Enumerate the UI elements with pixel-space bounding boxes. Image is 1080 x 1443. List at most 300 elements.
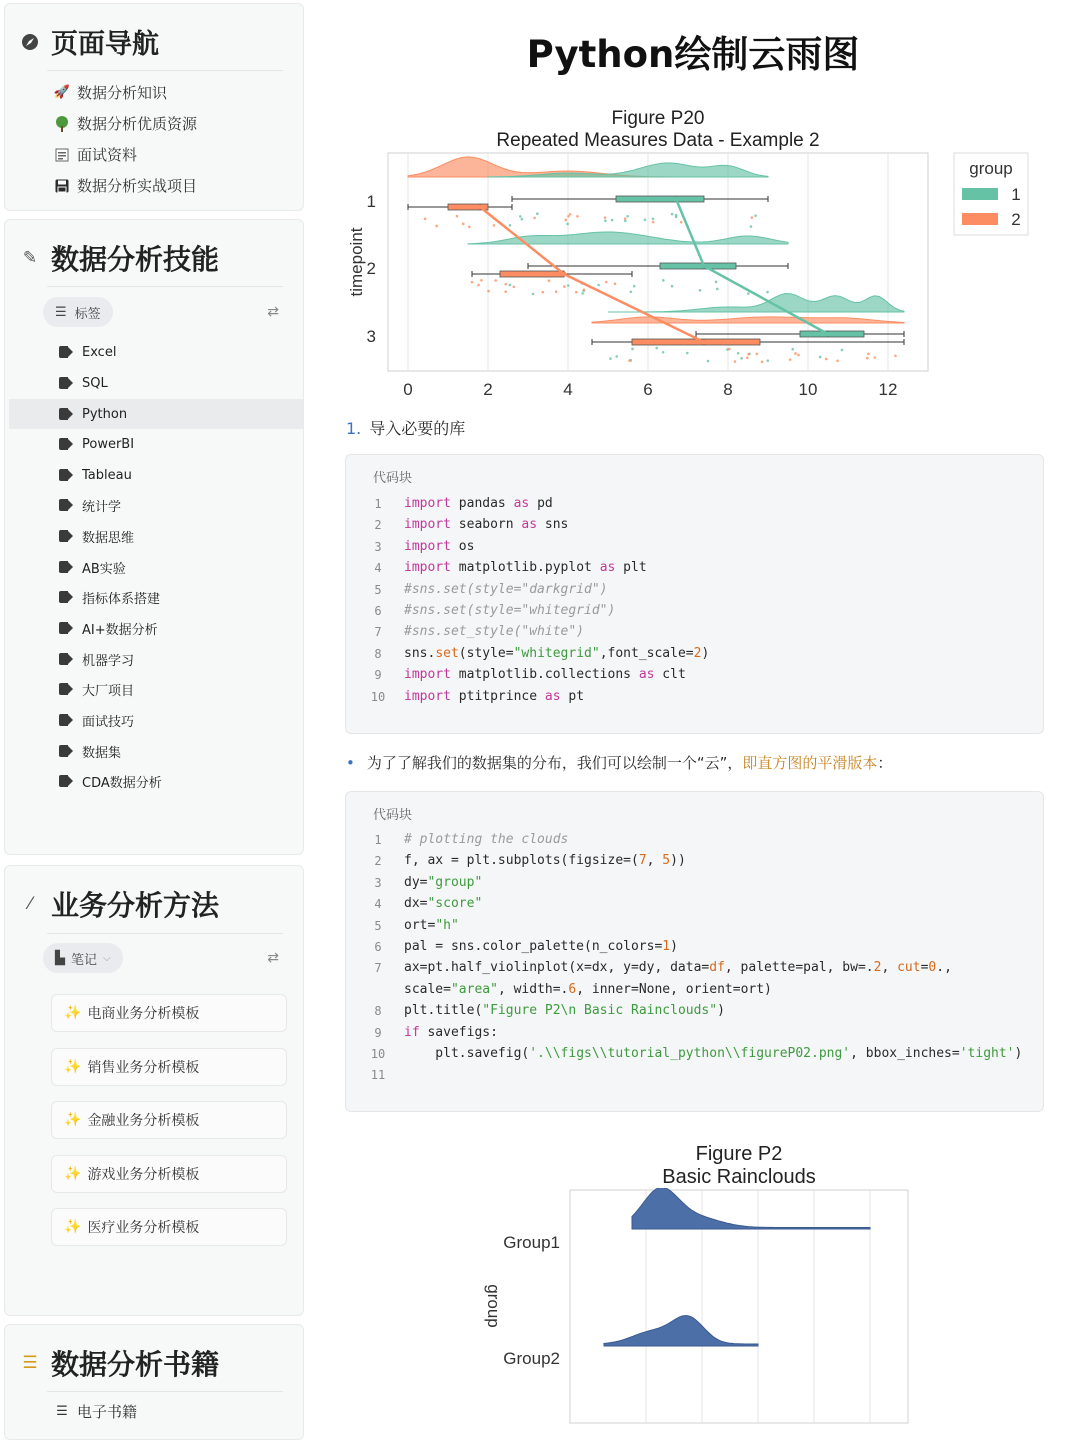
chart1-rain-point: [468, 225, 471, 228]
chart1-rain-point: [424, 217, 427, 220]
chart1-rain-point: [509, 224, 512, 227]
nav-item-label: 数据分析优质资源: [77, 115, 198, 133]
chart1-rain-point: [597, 284, 600, 287]
chart1-ytick-label: 3: [366, 327, 376, 346]
code-text: sns.set(style="whitegrid",font_scale=2): [404, 645, 710, 661]
tag-icon: [59, 745, 73, 757]
nav-card-title: 页面导航: [51, 29, 159, 60]
chart1-rain-point: [747, 353, 750, 356]
magic-wand-icon: ✨: [64, 1219, 82, 1235]
chart1-rain-point: [797, 354, 800, 357]
chart1-rain-point: [605, 281, 608, 284]
chart1-rain-point: [477, 284, 480, 287]
tag-item-excel[interactable]: [9, 337, 303, 367]
code-block-label: 代码块: [373, 471, 413, 486]
line-number: 11: [370, 1068, 386, 1083]
chart1-rain-point: [841, 349, 844, 352]
code-text: pal = sns.color_palette(n_colors=1): [404, 939, 678, 954]
code-line: [346, 831, 1043, 852]
chart1-ytick-label: 2: [366, 259, 376, 278]
chart1-rain-point: [675, 216, 678, 219]
code-line: [346, 874, 1043, 895]
template-label: 电商业务分析模板: [87, 1006, 200, 1022]
code-text: import matplotlib.collections as clt: [404, 667, 686, 683]
code-line: [346, 1002, 1043, 1023]
tag-icon: [59, 775, 73, 787]
code-text: import os: [404, 538, 475, 554]
tag-label: AI+数据分析: [82, 622, 158, 638]
chart1-median-point: [702, 340, 707, 345]
chart1-rain-point: [819, 356, 822, 359]
chart1-rain-point: [671, 285, 674, 288]
chart1-median-point: [562, 272, 567, 277]
template-ecommerce[interactable]: [51, 994, 287, 1032]
code-line: [346, 1066, 1043, 1087]
chart1-rain-point: [761, 361, 764, 364]
chart1-rain-point: [533, 217, 536, 220]
chart1-rain-point: [504, 283, 507, 286]
code-line: [346, 688, 1043, 709]
chart1-rain-point: [509, 284, 512, 287]
tag-label: 大厂项目: [82, 683, 135, 699]
tag-icon: [59, 561, 73, 573]
code-text: f, ax = plt.subplots(figsize=(7, 5)): [404, 853, 686, 869]
code-text: #sns.set_style("white"): [404, 624, 585, 640]
code-line: [346, 581, 1043, 602]
methods-card-title: 业务分析方法: [51, 889, 220, 922]
chart1-rain-point: [866, 357, 869, 360]
tag-item-interview-tips[interactable]: [9, 705, 303, 735]
tag-item-data-thinking[interactable]: [9, 521, 303, 551]
chart1-rain-point: [734, 360, 737, 363]
filter-settings-icon[interactable]: ⇄: [267, 950, 279, 966]
tag-item-bigtech[interactable]: [9, 674, 303, 704]
magic-wand-icon: ✨: [64, 1005, 82, 1021]
chart1-rain-point: [563, 285, 566, 288]
divider: [47, 1391, 283, 1392]
chart1-rain-point: [456, 215, 459, 218]
chart1-rain-point: [789, 358, 792, 361]
tag-label: Tableau: [82, 467, 132, 483]
tag-label: 统计学: [82, 499, 122, 515]
tag-label: CDA数据分析: [82, 775, 162, 791]
chart1-median-point: [826, 332, 831, 337]
tag-icon: [59, 377, 73, 389]
chart1-rain-point: [583, 288, 586, 291]
chart1-box: [800, 331, 864, 337]
line-number: 10: [370, 689, 386, 704]
chart1-rain-point: [614, 282, 617, 285]
chart1-rain-point: [609, 357, 612, 360]
code-line: [346, 623, 1043, 644]
magic-wand-icon: ✨: [64, 1059, 82, 1075]
chart1-rain-point: [751, 216, 754, 219]
tree-icon: [53, 115, 71, 133]
bullet-dot: •: [346, 754, 355, 772]
tag-item-datasets[interactable]: [9, 736, 303, 766]
chart1-rain-point: [576, 215, 579, 218]
chart1-legend-swatch-2: [962, 213, 998, 225]
tag-item-ai[interactable]: [9, 613, 303, 643]
methods-card-header: [5, 884, 219, 924]
chart1-rain-point: [494, 279, 497, 282]
chart1-rain-point: [569, 213, 572, 216]
chart1-rain-point: [628, 359, 631, 362]
chart1-rain-point: [750, 225, 753, 228]
chart1-xtick-label: 10: [798, 380, 818, 399]
line-number: 4: [374, 897, 382, 912]
code-line: [346, 938, 1043, 959]
template-label: 金融业务分析模板: [87, 1113, 200, 1129]
chart1-rain-point: [873, 356, 876, 359]
bullet-text: 为了了解我们的数据集的分布，我们可以绘制一个“云”，: [366, 754, 743, 772]
bullet-highlight: 即直方图的平滑版本: [742, 754, 878, 772]
template-finance[interactable]: [51, 1101, 287, 1139]
tag-icon: [59, 653, 73, 665]
chart1-ytick-label: 1: [366, 192, 376, 211]
tag-icon: [59, 683, 73, 695]
tag-item-powerbi[interactable]: [9, 429, 303, 459]
chart1-rain-point: [766, 291, 769, 294]
chart1-rain-point: [604, 219, 607, 222]
books-card: [4, 1324, 304, 1440]
code-line: [346, 645, 1043, 666]
chart1-rain-point: [555, 290, 558, 293]
books-card-title: 数据分析书籍: [51, 1348, 220, 1381]
chart1-rain-point: [707, 360, 710, 363]
code-line: [346, 538, 1043, 559]
divider: [47, 286, 283, 287]
tag-label: Excel: [82, 344, 117, 360]
chart2-ytick-label: Group2: [503, 1349, 560, 1368]
chart1-rain-point: [715, 281, 718, 284]
chart1-title: Figure P20 Repeated Measures Data - Example 2: [496, 108, 820, 151]
chart2-ylabel: group: [484, 1284, 503, 1328]
tag-label: Python: [82, 406, 128, 422]
template-label: 医疗业务分析模板: [87, 1220, 200, 1236]
code-text: if savefigs:: [404, 1024, 498, 1040]
chart1-legend-label-1: 1: [1011, 185, 1021, 204]
code-text: plt.savefig('.\\figs\\tutorial_python\\figureP02.png', bbox_inches='tight'): [404, 1046, 1023, 1061]
chart2-title: Figure P2 Basic Rainclouds: [662, 1143, 816, 1188]
chart1-rain-point: [471, 281, 474, 284]
chart1-rain-point: [581, 292, 584, 295]
tag-item-statistics[interactable]: [9, 490, 303, 520]
document-icon: [53, 146, 71, 164]
chart1-legend-label-2: 2: [1011, 210, 1021, 229]
chart1-rain-point: [662, 279, 665, 282]
chart1-rain-point: [548, 279, 551, 282]
code-block-1[interactable]: [345, 454, 1044, 734]
tag-icon: [59, 499, 73, 511]
chart1-rain-point: [740, 357, 743, 360]
chart1-rain-point: [644, 219, 647, 222]
code-text: ort="h": [404, 917, 459, 933]
magic-wand-icon: ✨: [64, 1112, 82, 1128]
chart1-box: [660, 263, 736, 269]
section-text: 导入必要的库: [369, 419, 466, 438]
tag-icon: [59, 591, 73, 603]
chart1-box: [500, 271, 564, 277]
code-text: ax=pt.half_violinplot(x=dx, y=dy, data=df, palette=pal, bw=.2, cut=0.,: [404, 960, 952, 976]
template-sales[interactable]: [51, 1048, 287, 1086]
tag-item-ml[interactable]: [9, 644, 303, 674]
chart1-rain-point: [521, 218, 524, 221]
tag-item-ab-test[interactable]: [9, 552, 303, 582]
nav-item-label: 数据分析知识: [77, 84, 168, 102]
chart1-rain-point: [631, 348, 634, 351]
nav-item-label: 数据分析实战项目: [77, 177, 198, 195]
tag-icon: [59, 714, 73, 726]
code-text: import pandas as pd: [404, 496, 553, 511]
chart1-rain-point: [825, 358, 828, 361]
nav-item-knowledge[interactable]: [53, 82, 167, 103]
chart1-rain-point: [566, 223, 569, 226]
chart1-rain-point: [567, 215, 570, 218]
line-number: 10: [370, 1047, 386, 1061]
chart1-median-point: [478, 205, 483, 210]
chart1-xtick-label: 2: [483, 380, 493, 399]
chart1-box: [632, 339, 760, 345]
chart1-rain-point: [716, 288, 719, 291]
nav-item-label: 面试资料: [77, 146, 138, 164]
chart1-rain-point: [671, 213, 674, 216]
code-line: [346, 495, 1043, 516]
chart1-rain-point: [493, 224, 496, 227]
code-line: [346, 981, 1043, 1002]
chart1-rain-point: [737, 352, 740, 355]
section-heading-1: [346, 416, 465, 439]
chart1-legend-swatch-1: [962, 188, 998, 200]
chart1-rain-point: [767, 359, 770, 362]
chart1-figure: [336, 145, 1056, 405]
tag-label: AB实验: [82, 561, 126, 577]
pill-label: 标签: [74, 306, 101, 322]
chart1-rain-point: [604, 216, 607, 219]
code-line: [346, 917, 1043, 938]
rocket-icon: 🚀: [53, 85, 71, 100]
chart1-rain-point: [435, 225, 438, 228]
line-number: 1: [374, 833, 382, 847]
line-number: 6: [374, 940, 382, 954]
code-text: import seaborn as sns: [404, 517, 569, 533]
tag-icon: [59, 622, 73, 634]
code-line: [346, 516, 1043, 537]
chart1-rain-point: [624, 217, 627, 220]
chart1-xtick-label: 4: [563, 380, 573, 399]
chart1-box: [616, 196, 704, 202]
tag-label: 数据思维: [82, 530, 135, 546]
page-title: Python绘制云雨图: [526, 33, 860, 76]
list-icon: ☰: [55, 304, 67, 320]
chart1-rain-point: [652, 221, 655, 224]
line-number: 1: [374, 497, 382, 511]
chart1-rain-point: [480, 279, 483, 282]
pencil-icon: ✎: [22, 248, 38, 268]
nav-item-label: 电子书籍: [77, 1403, 138, 1421]
code-block-label: 代码块: [373, 808, 413, 823]
code-line: [346, 1024, 1043, 1045]
chart1-ylabel: timepoint: [347, 227, 366, 297]
books-card-header: [5, 1343, 219, 1383]
tag-label: SQL: [82, 375, 108, 391]
code-text: import matplotlib.pyplot as plt: [404, 560, 647, 576]
chart1-rain-point: [652, 217, 655, 220]
skills-card: [4, 219, 304, 855]
chart1-rain-point: [575, 291, 578, 294]
chart1-xtick-label: 0: [403, 380, 413, 399]
tag-item-metrics[interactable]: [9, 582, 303, 612]
nav-card-header: [5, 22, 159, 61]
line-number: 5: [374, 582, 382, 597]
code-line: [346, 559, 1043, 580]
line-number: 3: [374, 875, 382, 890]
template-gaming[interactable]: [51, 1155, 287, 1193]
divider: [47, 933, 283, 934]
magic-wand-icon: ✨: [64, 1166, 82, 1182]
tag-label: PowerBI: [82, 436, 135, 452]
chart1-rain-point: [624, 220, 627, 223]
chart1-rain-point: [791, 348, 794, 351]
nav-item-resources[interactable]: [53, 113, 197, 134]
chart1-xtick-label: 6: [643, 380, 653, 399]
code-text: scale="area", width=.6, inner=None, orient=ort): [404, 981, 772, 997]
tag-item-python[interactable]: [9, 399, 303, 429]
chart1-rain-point: [836, 360, 839, 363]
chart2-figure: [470, 1188, 930, 1434]
chart1-rain-point: [662, 351, 665, 354]
chart2-plot-area: [570, 1190, 908, 1423]
line-number: 7: [374, 625, 382, 640]
filter-settings-icon[interactable]: ⇄: [267, 304, 279, 320]
tag-item-cda[interactable]: [9, 766, 303, 796]
chart1-rain-point: [746, 357, 749, 360]
line-number: 7: [374, 961, 382, 976]
code-block-2[interactable]: [345, 791, 1044, 1112]
line-number: 8: [374, 1004, 382, 1019]
chart2-ytick-label: Group1: [503, 1233, 560, 1252]
compass-icon: [19, 31, 41, 53]
chart1-xtick-label: 12: [878, 380, 898, 399]
line-number: 9: [374, 1025, 382, 1040]
chart1-rain-point: [611, 219, 614, 222]
methods-card: [4, 865, 304, 1316]
chart1-rain-point: [519, 215, 522, 218]
line-number: 3: [374, 539, 382, 554]
code-line: [346, 852, 1043, 873]
tag-label: 机器学习: [82, 653, 135, 669]
tag-label: 数据集: [82, 745, 122, 761]
bullet-tail: ：: [877, 754, 893, 772]
code-line: [346, 1045, 1043, 1066]
chart1-rain-point: [728, 348, 731, 351]
chart1-rain-point: [747, 292, 750, 295]
code-line: [346, 602, 1043, 623]
tag-label: 面试技巧: [82, 714, 135, 730]
line-number: 5: [374, 918, 382, 933]
line-number: 4: [374, 561, 382, 576]
nav-item-projects[interactable]: [53, 175, 197, 196]
template-label: 游戏业务分析模板: [87, 1167, 200, 1183]
tag-icon: [59, 438, 73, 450]
line-number: 9: [374, 668, 382, 683]
code-text: # plotting the clouds: [404, 832, 569, 847]
chart1-rain-point: [630, 290, 633, 293]
chart1-rain-point: [680, 221, 683, 224]
chart1-rain-point: [626, 215, 629, 218]
chart1-rain-point: [567, 284, 570, 287]
nav-card: [4, 3, 304, 211]
divider: [47, 70, 283, 71]
chart1-rain-point: [542, 291, 545, 294]
save-icon: [53, 177, 71, 195]
nav-item-ebooks[interactable]: [53, 1401, 137, 1422]
tag-label: 指标体系搭建: [82, 591, 161, 607]
chart1-rain-point: [894, 354, 897, 357]
line-number: 6: [374, 604, 382, 618]
note-icon: ▙: [55, 950, 65, 966]
notes-filter-pill[interactable]: [43, 943, 123, 973]
chart1-rain-point: [615, 355, 618, 358]
checklist-icon: ☰: [56, 1404, 68, 1419]
magic-wand-icon: ⁄: [28, 894, 32, 914]
tag-icon: [59, 408, 73, 420]
chart1-rain-point: [536, 212, 539, 215]
chart1-rain-point: [699, 289, 702, 292]
skills-card-header: [5, 238, 219, 278]
chart1-median-point: [702, 264, 707, 269]
chevron-down-icon: ⌵: [103, 952, 111, 964]
tag-item-sql[interactable]: [9, 368, 303, 398]
chart1-plot-area: [388, 153, 928, 371]
chart1-rain-point: [794, 352, 797, 355]
template-medical[interactable]: [51, 1208, 287, 1246]
nav-item-interview[interactable]: [53, 144, 137, 165]
tag-filter-pill[interactable]: [43, 297, 113, 327]
chart1-rain-point: [513, 286, 516, 289]
code-text: dx="score": [404, 896, 483, 912]
chart1-legend-title: group: [969, 159, 1013, 178]
line-number: 2: [374, 854, 382, 869]
tag-icon: [59, 469, 73, 481]
chart1-rain-point: [564, 219, 567, 222]
chart1-rain-point: [686, 352, 689, 355]
code-text: #sns.set(style="whitegrid"): [404, 603, 616, 618]
bullet-paragraph: [346, 752, 892, 773]
pill-label: 笔记: [71, 952, 98, 968]
chart1-rain-point: [532, 293, 535, 296]
chart1-rain-point: [504, 290, 507, 293]
chart1-rain-point: [755, 353, 758, 356]
chart1-rain-point: [462, 223, 465, 226]
template-label: 销售业务分析模板: [87, 1060, 200, 1076]
chart1-rain-point: [633, 285, 636, 288]
skills-card-title: 数据分析技能: [51, 243, 220, 276]
chart1-rain-point: [867, 353, 870, 356]
chart1-xtick-label: 8: [723, 380, 733, 399]
code-text: #sns.set(style="darkgrid"): [404, 581, 608, 597]
tag-item-tableau[interactable]: [9, 460, 303, 490]
code-text: import ptitprince as pt: [404, 688, 585, 704]
code-line: [346, 959, 1043, 980]
chart1-rain-point: [754, 214, 757, 217]
code-line: [346, 895, 1043, 916]
chart1-median-point: [674, 197, 679, 202]
chart1-rain-point: [487, 290, 490, 293]
code-text: dy="group": [404, 874, 483, 890]
tag-icon: [59, 346, 73, 358]
tag-icon: [59, 530, 73, 542]
